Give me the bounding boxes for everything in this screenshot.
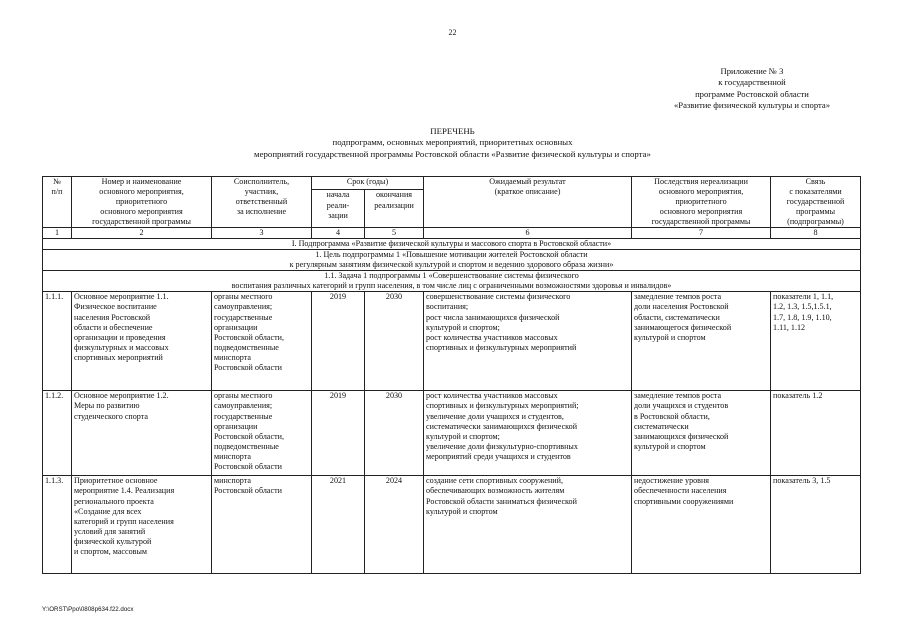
measure-name: Приоритетное основное мероприятие 1.4. Реализация регионального проекта «Создание для всех категорий и групп населения условий для занятий физической культурой и спортом, массовым	[72, 476, 212, 574]
column-number: 2	[72, 228, 212, 238]
measure-result: создание сети спортивных сооружений, обеспечивающих возможность жителям Ростовской области заниматься физической культурой и спортом	[424, 476, 632, 574]
measure-end-year: 2024	[365, 476, 424, 574]
goal-text: 1. Цель подпрограммы 1 «Повышение мотивации жителей Ростовской области	[315, 249, 588, 259]
measure-name: Основное мероприятие 1.1. Физическое воспитание населения Ростовской области и обеспечение организации и проведения физкультурных и массовых спортивных мероприятий	[72, 292, 212, 391]
measures-table-container	[42, 176, 860, 574]
header-result: Ожидаемый результат (краткое описание)	[424, 177, 632, 228]
measure-indicators: показатель 3, 1.5	[771, 476, 861, 574]
measure-consequences: недостижение уровня обеспеченности населения спортивными сооружениями	[632, 476, 771, 574]
page-number: 22	[448, 28, 457, 37]
table-row	[43, 391, 861, 476]
file-path-footer: Y:\ORST\Ppo\0808p634.f22.docx	[42, 606, 134, 613]
measure-indicators: показатель 1.2	[771, 391, 861, 476]
measure-executor: минспорта Ростовской области	[212, 476, 312, 574]
header-name: Номер и наименование основного мероприятия, приоритетного основного мероприятия государственной программы	[72, 177, 212, 228]
goal-text: к регулярным занятиям физической культурой и спортом и ведению здорового образа жизни»	[289, 260, 614, 270]
measures-table	[42, 176, 861, 574]
task-row	[43, 271, 861, 292]
document-subtitle: мероприятий государственной программы Ростовской области «Развитие физической культуры и спорта»	[254, 148, 651, 159]
column-number: 3	[212, 228, 312, 238]
measure-start-year: 2019	[312, 292, 365, 391]
measure-result: совершенствование системы физического воспитания; рост числа занимающихся физической культурой и спортом; рост количества участников массовых спортивных и физкультурных мероприятий	[424, 292, 632, 391]
row-number: 1.1.3.	[43, 476, 72, 574]
measure-name: Основное мероприятие 1.2. Меры по развитию студенческого спорта	[72, 391, 212, 476]
measure-executor: органы местного самоуправления; государственные организации Ростовской области, подведомственные минспорта Ростовской области	[212, 292, 312, 391]
table-row	[43, 476, 861, 574]
appendix-line: «Развитие физической культуры и спорта»	[674, 99, 830, 110]
header-consequences: Последствия нереализации основного мероприятия, приоритетного основного мероприятия государственной программы	[632, 177, 771, 228]
appendix-line: Приложение № 3	[720, 66, 784, 76]
column-number: 8	[771, 228, 861, 238]
header-link: Связь с показателями государственной программы (подпрограммы)	[771, 177, 861, 228]
task-text: воспитания различных категорий и групп населения, в том числе лиц с ограниченными возможностями здоровья и инвалидов»	[231, 281, 672, 291]
header-end: окончания реализации	[365, 190, 424, 228]
goal-row	[43, 249, 861, 270]
appendix-block	[640, 66, 864, 111]
measure-consequences: замедление темпов роста доли учащихся и студентов в Ростовской области, систематически занимающихся физической культурой и спортом	[632, 391, 771, 476]
appendix-line: программе Ростовской области	[695, 88, 809, 99]
document-subtitle: подпрограмм, основных мероприятий, приоритетных основных	[332, 137, 573, 148]
measure-consequences: замедление темпов роста доли населения Ростовской области, систематически занимающегося физической культурой и спортом	[632, 292, 771, 391]
header-start: начала реали- зации	[312, 190, 365, 228]
header-executor: Соисполнитель, участник, ответственный за исполнение	[212, 177, 312, 228]
column-number: 1	[43, 228, 72, 238]
document-title: ПЕРЕЧЕНЬ	[430, 126, 475, 136]
column-number: 4	[312, 228, 365, 238]
header-term: Срок (годы)	[312, 177, 424, 190]
measure-end-year: 2030	[365, 391, 424, 476]
measure-indicators: показатели 1, 1.1, 1.2, 1.3, 1.5,1.5.1, 1.7, 1.8, 1.9, 1.10, 1.11, 1.12	[771, 292, 861, 391]
column-number: 6	[424, 228, 632, 238]
column-number: 7	[632, 228, 771, 238]
document-heading	[0, 126, 905, 160]
header-num: № п/п	[43, 177, 72, 228]
measure-result: рост количества участников массовых спортивных и физкультурных мероприятий; увеличение доли учащихся и студентов, систематически занимающихся физической культурой и спортом; увеличение доли физкультурно-спортивных мероприятий среди учащихся и студентов	[424, 391, 632, 476]
measure-end-year: 2030	[365, 292, 424, 391]
measure-start-year: 2021	[312, 476, 365, 574]
measure-executor: органы местного самоуправления; государственные организации Ростовской области, подведомственные минспорта Ростовской области	[212, 391, 312, 476]
subprogram-row	[43, 238, 861, 249]
task-text: 1.1. Задача 1 подпрограммы 1 «Совершенствование системы физического	[324, 271, 579, 281]
row-number: 1.1.1.	[43, 292, 72, 391]
subprogram-title: I. Подпрограмма «Развитие физической культуры и массового спорта в Ростовской области»	[291, 238, 612, 248]
row-number: 1.1.2.	[43, 391, 72, 476]
measure-start-year: 2019	[312, 391, 365, 476]
appendix-line: к государственной	[718, 77, 786, 88]
table-row	[43, 292, 861, 391]
column-number: 5	[365, 228, 424, 238]
